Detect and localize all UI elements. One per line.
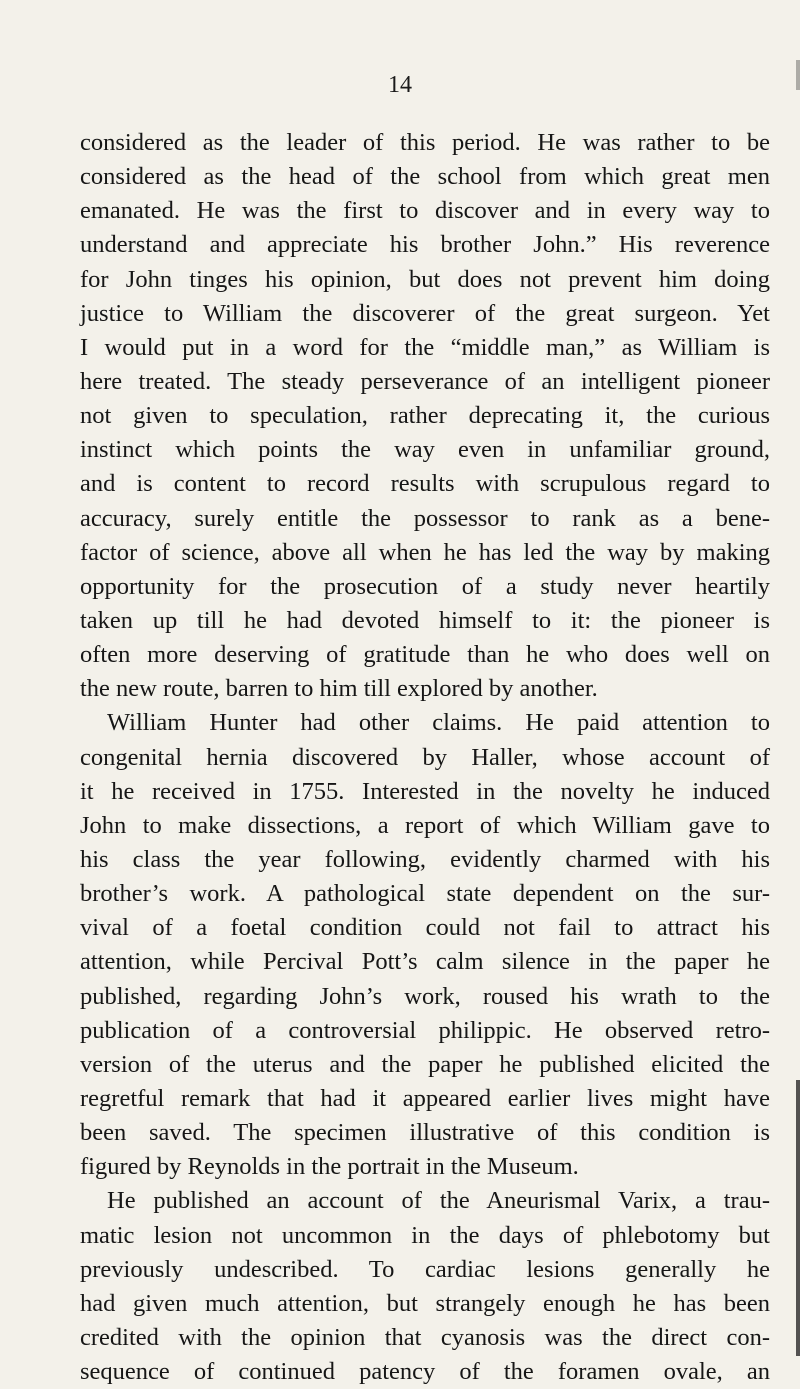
text-line: justice to William the discoverer of the great surgeon. Yet [80, 299, 770, 327]
text-line: regretful remark that had it appeared earlier lives might have [80, 1084, 770, 1112]
text-line: publication of a controversial philippic. He observed retro- [80, 1016, 770, 1044]
text-line: factor of science, above all when he has led the way by making [80, 538, 770, 566]
text-line: for John tinges his opinion, but does not prevent him doing [80, 265, 770, 293]
text-line: credited with the opinion that cyanosis was the direct con- [80, 1323, 770, 1351]
text-line: matic lesion not uncommon in the days of phlebotomy but [80, 1221, 770, 1249]
text-line: William Hunter had other claims. He paid attention to [107, 709, 770, 737]
text-line: John to make dissections, a report of which William gave to [80, 811, 770, 839]
text-line: emanated. He was the first to discover and in every way to [80, 197, 770, 225]
text-line: figured by Reynolds in the portrait in the Museum. [80, 1153, 579, 1181]
page-number: 14 [388, 72, 412, 98]
text-line: instinct which points the way even in unfamiliar ground, [80, 436, 770, 464]
text-line: accuracy, surely entitle the possessor to rank as a bene- [80, 504, 770, 532]
text-line: brother’s work. A pathological state dependent on the sur- [80, 880, 770, 908]
text-line: not given to speculation, rather deprecating it, the curious [80, 402, 770, 430]
text-line: considered as the leader of this period. He was rather to be [80, 129, 770, 156]
text-line: here treated. The steady perseverance of an intelligent pioneer [80, 367, 770, 395]
text-line: understand and appreciate his brother John.” His reverence [80, 231, 770, 259]
text-line: his class the year following, evidently charmed with his [80, 845, 770, 873]
text-line: had given much attention, but strangely enough he has been [80, 1289, 770, 1317]
text-line: the new route, barren to him till explored by another. [80, 675, 598, 703]
text-line: often more deserving of gratitude than he who does well on [80, 641, 770, 669]
text-line: been saved. The specimen illustrative of this condition is [80, 1119, 770, 1147]
text-line: congenital hernia discovered by Haller, whose account of [80, 743, 770, 771]
text-line: it he received in 1755. Interested in the novelty he induced [80, 777, 770, 805]
text-line: opportunity for the prosecution of a study never heartily [80, 572, 770, 600]
text-line: sequence of continued patency of the foramen ovale, an [80, 1358, 770, 1386]
body-text [80, 126, 770, 1389]
page-edge-shadow [796, 1080, 800, 1356]
text-line: I would put in a word for the “middle man,” as William is [80, 333, 770, 361]
text-line: considered as the head of the school from which great men [80, 163, 770, 191]
text-line: vival of a foetal condition could not fail to attract his [80, 914, 770, 942]
text-line: attention, while Percival Pott’s calm silence in the paper he [80, 948, 770, 976]
text-line: taken up till he had devoted himself to it: the pioneer is [80, 606, 770, 634]
text-line: He published an account of the Aneurismal Varix, a trau- [107, 1187, 770, 1215]
text-line: published, regarding John’s work, roused his wrath to the [80, 982, 770, 1010]
text-line: version of the uterus and the paper he published elicited the [80, 1050, 770, 1078]
page-edge-shadow [796, 60, 800, 90]
text-line: and is content to record results with scrupulous regard to [80, 470, 770, 498]
text-line: previously undescribed. To cardiac lesions generally he [80, 1255, 770, 1283]
